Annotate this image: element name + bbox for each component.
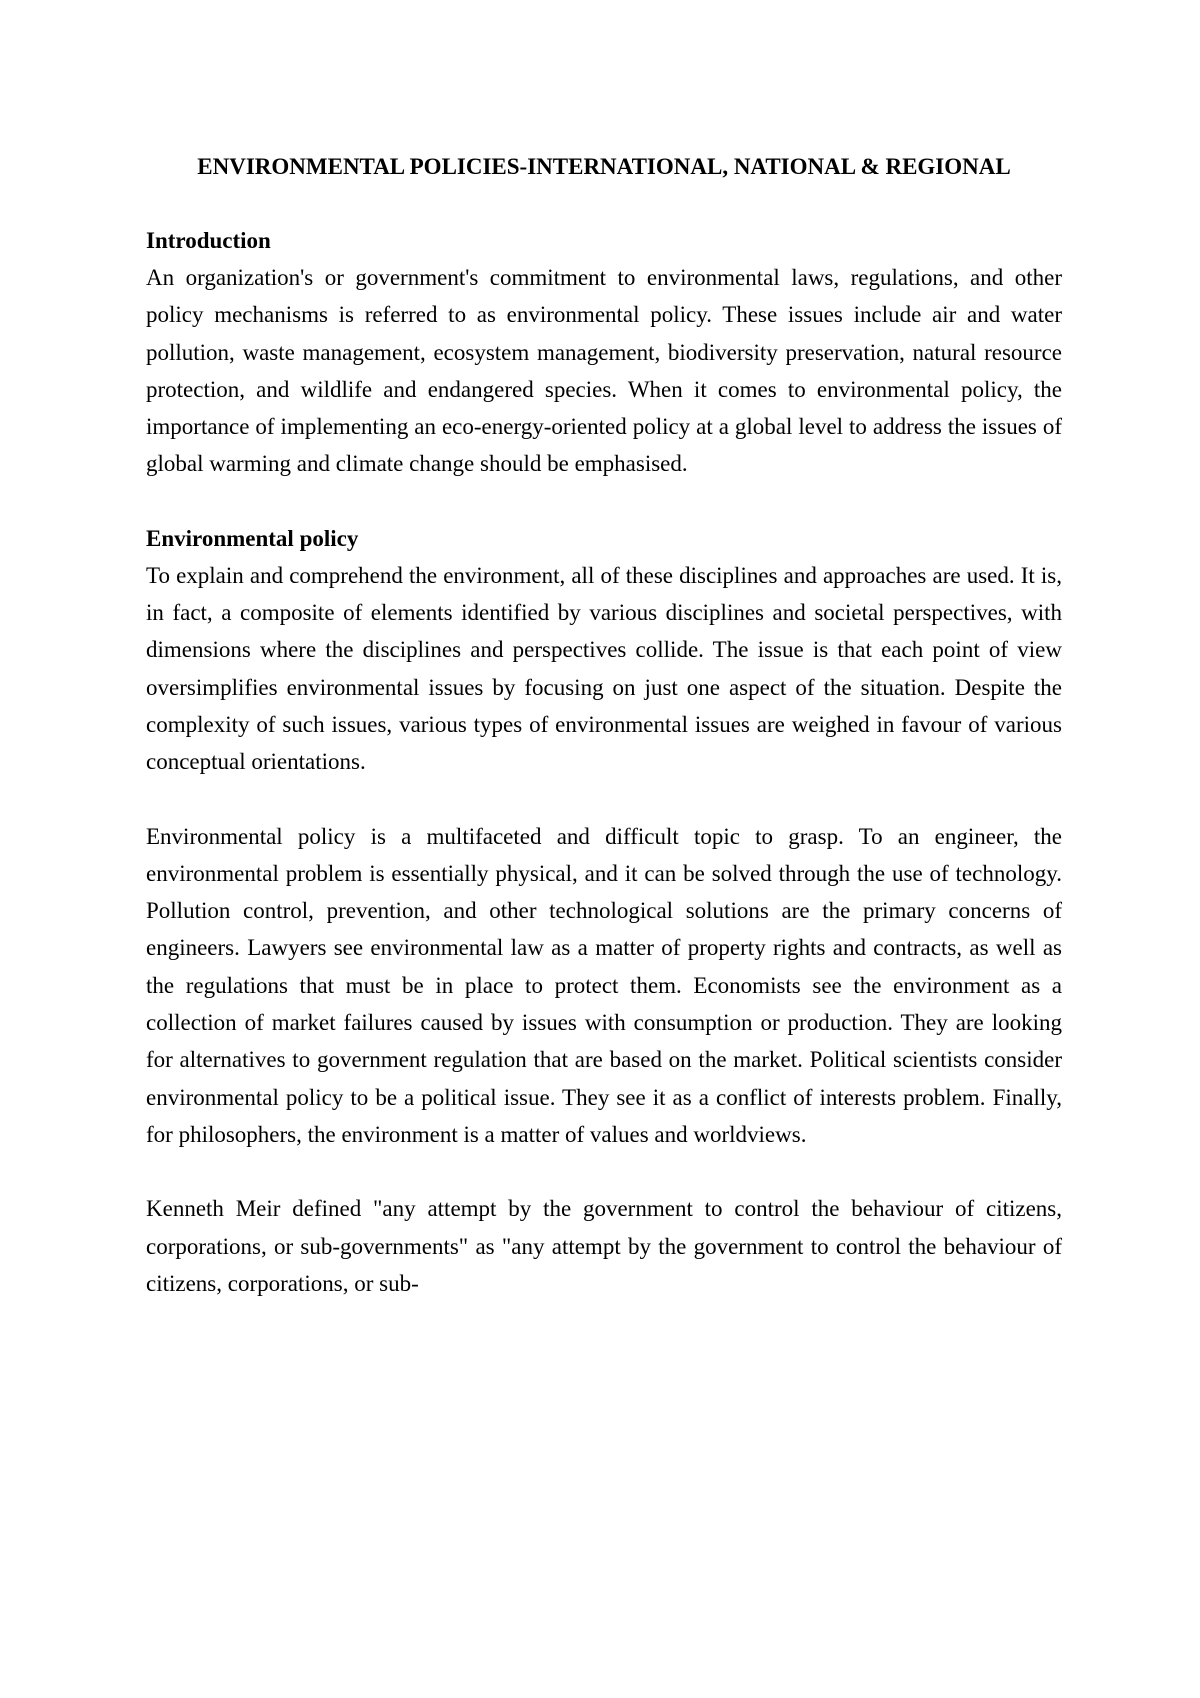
- document-page: [146, 148, 1062, 1302]
- spacer: [146, 781, 1062, 818]
- section-heading-introduction: Introduction: [146, 228, 271, 253]
- section-heading-environmental-policy: Environmental policy: [146, 525, 359, 551]
- document-title: ENVIRONMENTAL POLICIES-INTERNATIONAL, NATIONAL & REGIONAL: [197, 154, 1011, 179]
- paragraph-kenneth-meir: Kenneth Meir defined "any attempt by the government to control the behaviour of citizens, corporations, or sub-governments" as "any attempt by the government to control the behaviour of citizens, corporations, or sub-: [146, 1196, 1062, 1296]
- paragraph-introduction: An organization's or government's commitment to environmental laws, regulations, and other policy mechanisms is referred to as environmental policy. These issues include air and water pollution, waste management, ecosystem management, biodiversity preservation, natural resource protection, and wildlife and endangered species. When it comes to environmental policy, the importance of implementing an eco-energy-oriented policy at a global level to address the issues of global warming and climate change should be emphasised.: [146, 265, 1062, 477]
- spacer: [146, 1153, 1062, 1190]
- spacer: [146, 483, 1062, 520]
- paragraph-environmental-policy: To explain and comprehend the environment, all of these disciplines and approaches are used. It is, in fact, a composite of elements identified by various disciplines and societal perspectives, with dimensions where the disciplines and perspectives collide. The issue is that each point of view oversimplifies environmental issues by focusing on just one aspect of the situation. Despite the complexity of such issues, various types of environmental issues are weighed in favour of various conceptual orientations.: [146, 562, 1062, 775]
- paragraph-multifaceted: Environmental policy is a multifaceted and difficult topic to grasp. To an engineer, the environmental problem is essentially physical, and it can be solved through the use of technology. Pollution control, prevention, and other technological solutions are the primary concerns of engineers. Lawyers see environmental law as a matter of property rights and contracts, as well as the regulations that must be in place to protect them. Economists see the environment as a collection of market failures caused by issues with consumption or production. They are looking for alternatives to government regulation that are based on the market. Political scientists consider environmental policy to be a political issue. They see it as a conflict of interests problem. Finally, for philosophers, the environment is a matter of values and worldviews.: [146, 823, 1062, 1147]
- spacer: [146, 185, 1062, 222]
